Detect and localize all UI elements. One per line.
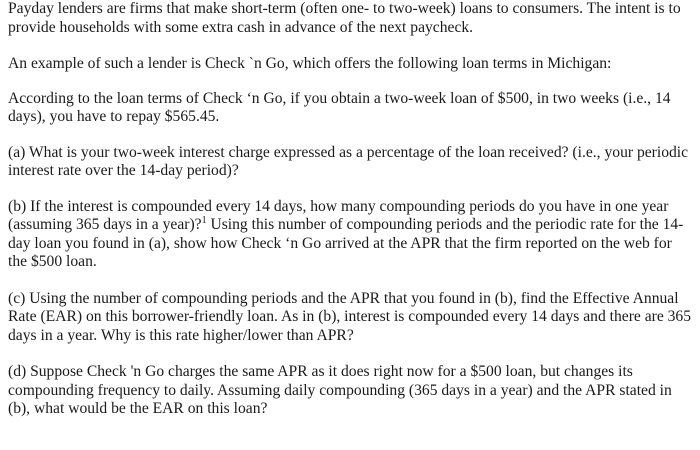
example-paragraph: An example of such a lender is Check `n Go, which offers the following loan terms in Michigan: [8,55,612,72]
loan-terms-paragraph: According to the loan terms of Check ‘n Go, if you obtain a two-week loan of $500, in two weeks (i.e., 14 days), you have to repay $565.45. [8,89,671,125]
question-b [8,198,694,272]
intro-paragraph: Payday lenders are firms that make short-term (often one- to two-week) loans to consumers. The intent is to provide households with some extra cash in advance of the next paycheck. [8,0,681,36]
question-a: (a) What is your two-week interest charge expressed as a percentage of the loan received? (i.e., your periodic interest rate over the 14-day period)? [8,143,689,179]
question-b-start: (b) If the interest is compounded every 14 days, how many compounding periods do you have in one year (assuming 365 days in a year)? [8,197,669,233]
document-body [8,0,694,419]
question-b-end: Using this number of compounding periods and the periodic rate for the 14-day loan you found in (a), show how Check ‘n Go arrived at the APR that the firm reported on the web for the $500 loan. [8,216,684,270]
question-c: (c) Using the number of compounding periods and the APR that you found in (b), find the Effective Annual Rate (EAR) on this borrower-friendly loan. As in (b), interest is compounded every 14 days and there are 365 days in a year. Why is this rate higher/lower than APR? [8,289,692,344]
question-d: (d) Suppose Check 'n Go charges the same APR as it does right now for a $500 loan, but changes its compounding frequency to daily. Assuming daily compounding (365 days in a year) and the APR stated in (b), what would be the EAR on this loan? [8,363,672,417]
footnote-marker: 1 [201,214,207,226]
